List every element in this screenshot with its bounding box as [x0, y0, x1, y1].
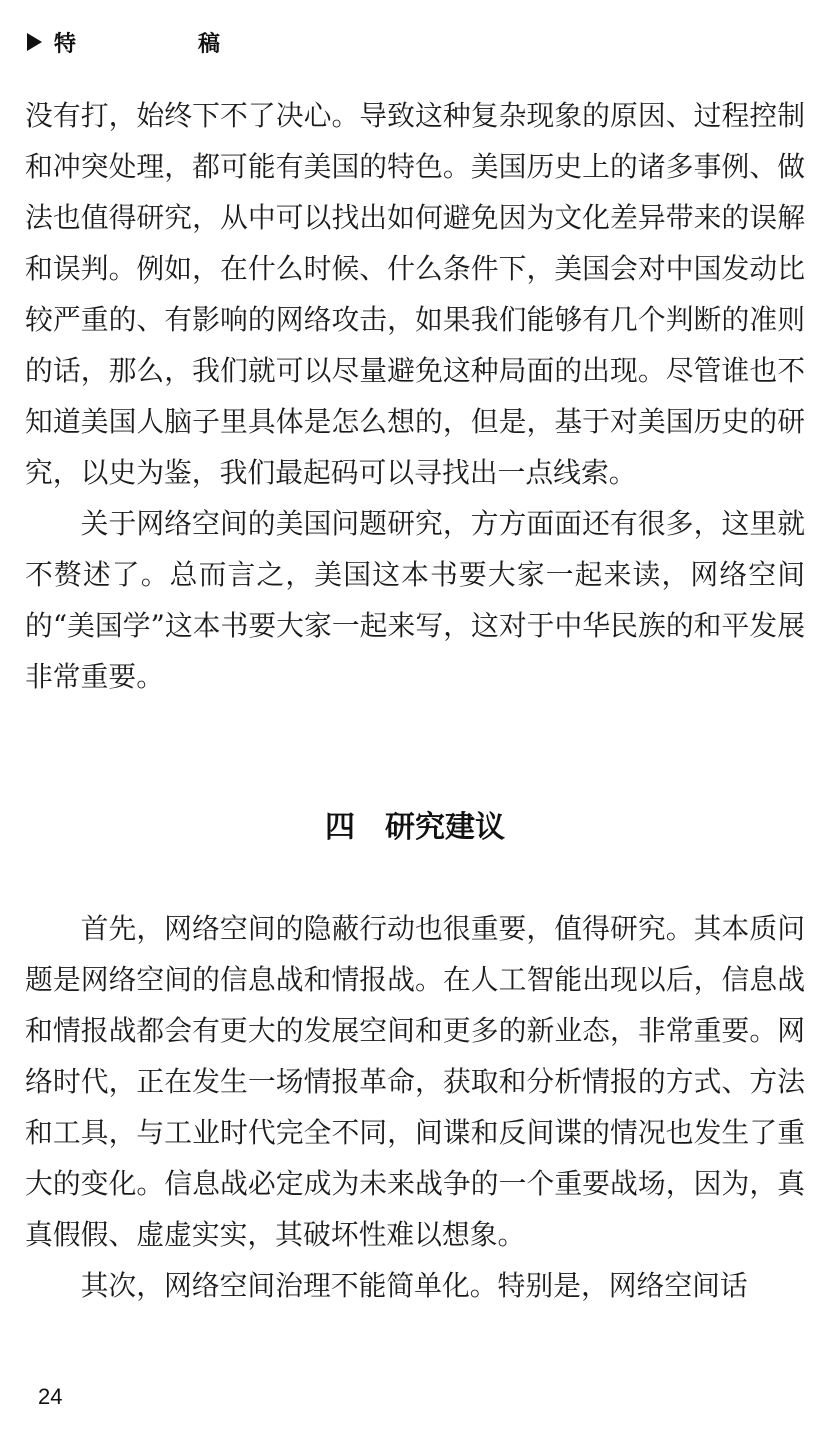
page-number: 24 — [38, 1384, 63, 1409]
triangle-marker-icon — [27, 33, 42, 51]
paragraph-continued: 没有打，始终下不了决心。导致这种复杂现象的原因、过程控制和冲突处理，都可能有美国的特色。美国历史上的诸多事例、做法也值得研究，从中可以找出如何避免因为文化差异带来的误解和误判。例如，在什么时候、什么条件下，美国会对中国发动比较严重的、有影响的网络攻击，如果我们能够有几个判断的准则的话，那么，我们就可以尽量避免这种局面的出现。尽管谁也不知道美国人脑子里具体是怎么想的，但是，基于对美国历史的研究，以史为鉴，我们最起码可以寻找出一点线索。 — [25, 99, 805, 489]
paragraph: 关于网络空间的美国问题研究，方方面面还有很多，这里就不赘述了。总而言之，美国这本书要大家一起来读，网络空间的“美国学”这本书要大家一起来写，这对于中华民族的和平发展非常重要。 — [25, 507, 805, 693]
paragraph: 其次，网络空间治理不能简单化。特别是，网络空间话 — [80, 1269, 748, 1302]
section-heading — [0, 800, 830, 856]
section-number: 四 — [325, 810, 355, 845]
text-block-top — [25, 90, 805, 702]
running-header — [27, 27, 270, 57]
paragraph: 首先，网络空间的隐蔽行动也很重要，值得研究。其本质问题是网络空间的信息战和情报战。在人工智能出现以后，信息战和情报战都会有更大的发展空间和更多的新业态，非常重要。网络时代，正在发生一场情报革命，获取和分析情报的方式、方法和工具，与工业时代完全不同，间谍和反间谍的情况也发生了重大的变化。信息战必定成为未来战争的一个重要战场，因为，真真假假、虚虚实实，其破坏性难以想象。 — [25, 912, 805, 1251]
text-block-bottom — [25, 903, 805, 1311]
section-label: 特 稿 — [54, 31, 271, 57]
section-title: 研究建议 — [385, 810, 505, 845]
